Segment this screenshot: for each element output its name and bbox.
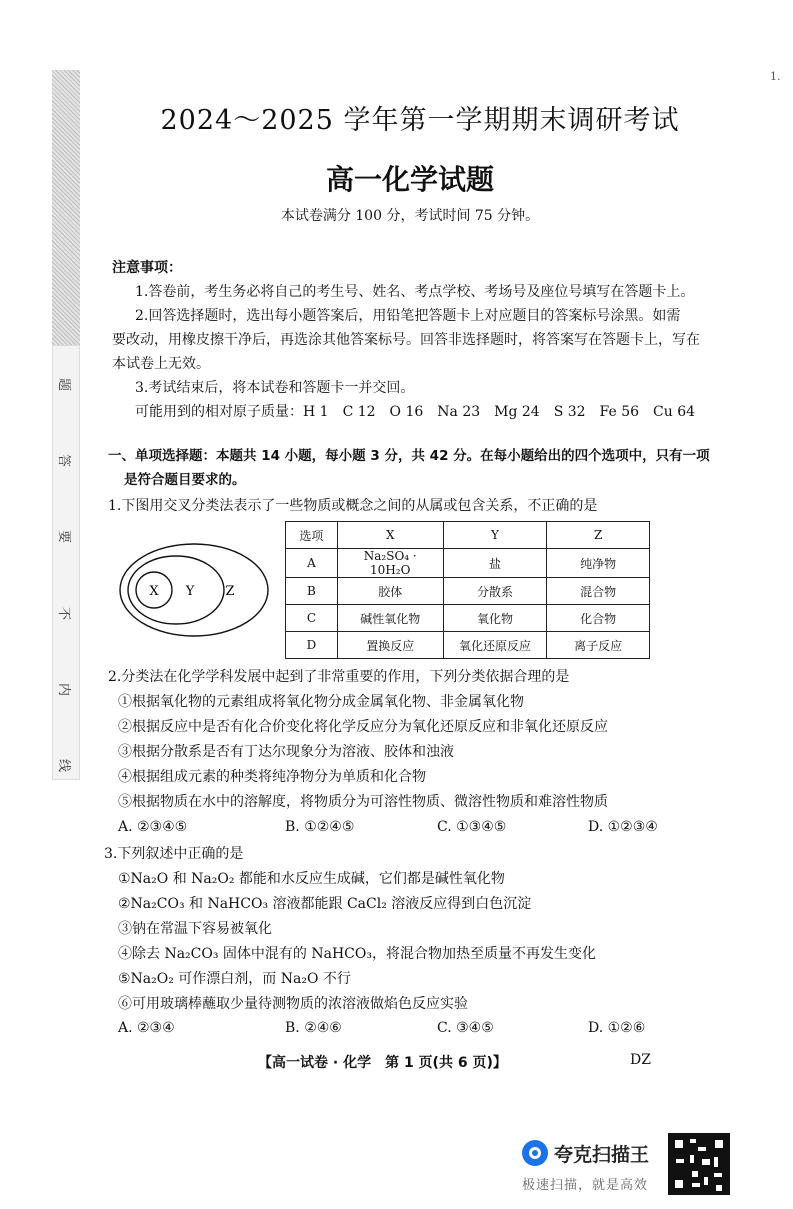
table-cell: Na₂SO₄ · 10H₂O [337,549,443,578]
q3-statement-4: ④除去 Na₂CO₃ 固体中混有的 NaHCO₃，将混合物加热至质量不再发生变化 [118,946,596,962]
exam-info: 本试卷满分 100 分，考试时间 75 分钟。 [280,208,540,224]
table-row [286,632,650,659]
notice-item-2-end: 本试卷上无效。 [112,356,210,372]
table-cell: D [286,632,338,659]
binding-char: 不 [56,606,72,620]
q3-statement-3: ③钠在常温下容易被氧化 [118,921,272,937]
q2-statement-3: ③根据分散系是否有丁达尔现象分为溶液、胶体和浊液 [118,744,454,760]
corner-mark: 1. [770,70,781,83]
y-ellipse [128,556,224,624]
q3-statement-5: ⑤Na₂O₂ 可作漂白剂，而 Na₂O 不行 [118,971,351,987]
table-header-cell: 选项 [286,522,338,549]
notice-heading: 注意事项： [112,260,182,276]
q2-option-b: B. ①②④⑤ [285,819,355,835]
q2-statement-4: ④根据组成元素的种类将纯净物分为单质和化合物 [118,769,426,785]
binding-char: 内 [56,682,72,696]
table-cell: A [286,549,338,578]
question-3-stem: 3.下列叙述中正确的是 [104,846,244,862]
qr-code-icon [668,1133,730,1195]
q2-option-c: C. ①③④⑤ [437,819,507,835]
table-cell: 混合物 [547,578,650,605]
q3-option-b: B. ②④⑥ [285,1020,342,1036]
q2-statement-5: ⑤根据物质在水中的溶解度，将物质分为可溶性物质、微溶性物质和难溶性物质 [118,794,608,810]
z-label: Z [225,584,235,599]
table-cell: C [286,605,338,632]
q3-statement-6: ⑥可用玻璃棒蘸取少量待测物质的浓溶液做焰色反应实验 [118,996,468,1012]
x-label: X [149,584,159,599]
binding-char: 线 [56,758,72,772]
notice-item-2-cont: 要改动，用橡皮擦干净后，再选涂其他答案标号。回答非选择题时，将答案写在答题卡上，写在 [112,332,700,348]
q2-option-a: A. ②③④⑤ [118,819,188,835]
q3-statement-2: ②Na₂CO₃ 和 NaHCO₃ 溶液都能跟 CaCl₂ 溶液反应得到白色沉淀 [118,896,532,912]
binding-notice-vertical [52,375,80,775]
table-cell: 分散系 [443,578,547,605]
section-heading: 一、单项选择题：本题共 14 小题，每小题 3 分，共 42 分。在每小题给出的四个选项中，只有一项 [108,448,710,464]
venn-diagram [118,542,270,638]
binding-char: 答 [56,454,72,468]
table-row [286,605,650,632]
question-1-stem: 1.下图用交叉分类法表示了一些物质或概念之间的从属或包含关系，不正确的是 [108,498,598,514]
table-cell: 碱性氧化物 [337,605,443,632]
exam-title: 2024～2025 学年第一学期期末调研考试 [160,105,680,136]
q3-option-c: C. ③④⑤ [437,1020,494,1036]
table-cell: 置换反应 [337,632,443,659]
q3-option-d: D. ①②⑥ [588,1020,646,1036]
y-label: Y [185,584,195,599]
table-cell: 氧化还原反应 [443,632,547,659]
table-cell: 氧化物 [443,605,547,632]
scanner-slogan: 极速扫描，就是高效 [522,1178,649,1193]
q3-option-a: A. ②③④ [118,1020,175,1036]
notice-item-1: 1.答卷前，考生务必将自己的考生号、姓名、考点学校、考场号及座位号填写在答题卡上。 [135,284,695,300]
q2-option-d: D. ①②③④ [588,819,658,835]
paper-code: DZ [630,1052,651,1068]
paper-subtitle: 高一化学试题 [325,163,494,196]
notice-item-2: 2.回答选择题时，选出每小题答案后，用铅笔把答题卡上对应题目的答案标号涂黑。如需 [135,308,681,324]
binding-char: 题 [56,377,72,392]
table-cell: 胶体 [337,578,443,605]
table-cell: 纯净物 [547,549,650,578]
section-heading-cont: 是符合题目要求的。 [124,472,246,488]
table-cell: 离子反应 [547,632,650,659]
table-header-row [286,522,650,549]
notice-item-3: 3.考试结束后，将本试卷和答题卡一并交回。 [135,380,415,396]
table-header-cell: Y [443,522,547,549]
classification-table [285,521,650,659]
q2-statement-1: ①根据氧化物的元素组成将氧化物分成金属氧化物、非金属氧化物 [118,694,524,710]
q2-statement-2: ②根据反应中是否有化合价变化将化学反应分为氧化还原反应和非氧化还原反应 [118,719,608,735]
table-header-cell: X [337,522,443,549]
table-row [286,549,650,578]
table-cell: B [286,578,338,605]
atomic-mass-line: 可能用到的相对原子质量：H 1 C 12 O 16 Na 23 Mg 24 S 32 Fe 56 Cu 64 [135,404,696,420]
scanner-brand: 夸克扫描王 [554,1144,650,1166]
page-footer: 【高一试卷 · 化学 第 1 页(共 6 页)】 [258,1055,507,1071]
binding-char: 要 [56,530,72,544]
scanner-logo-icon [522,1140,548,1166]
table-cell: 盐 [443,549,547,578]
table-cell: 化合物 [547,605,650,632]
table-header-cell: Z [547,522,650,549]
q3-statement-1: ①Na₂O 和 Na₂O₂ 都能和水反应生成碱，它们都是碱性氧化物 [118,871,505,887]
question-2-stem: 2.分类法在化学学科发展中起到了非常重要的作用，下列分类依据合理的是 [108,669,570,685]
table-row [286,578,650,605]
